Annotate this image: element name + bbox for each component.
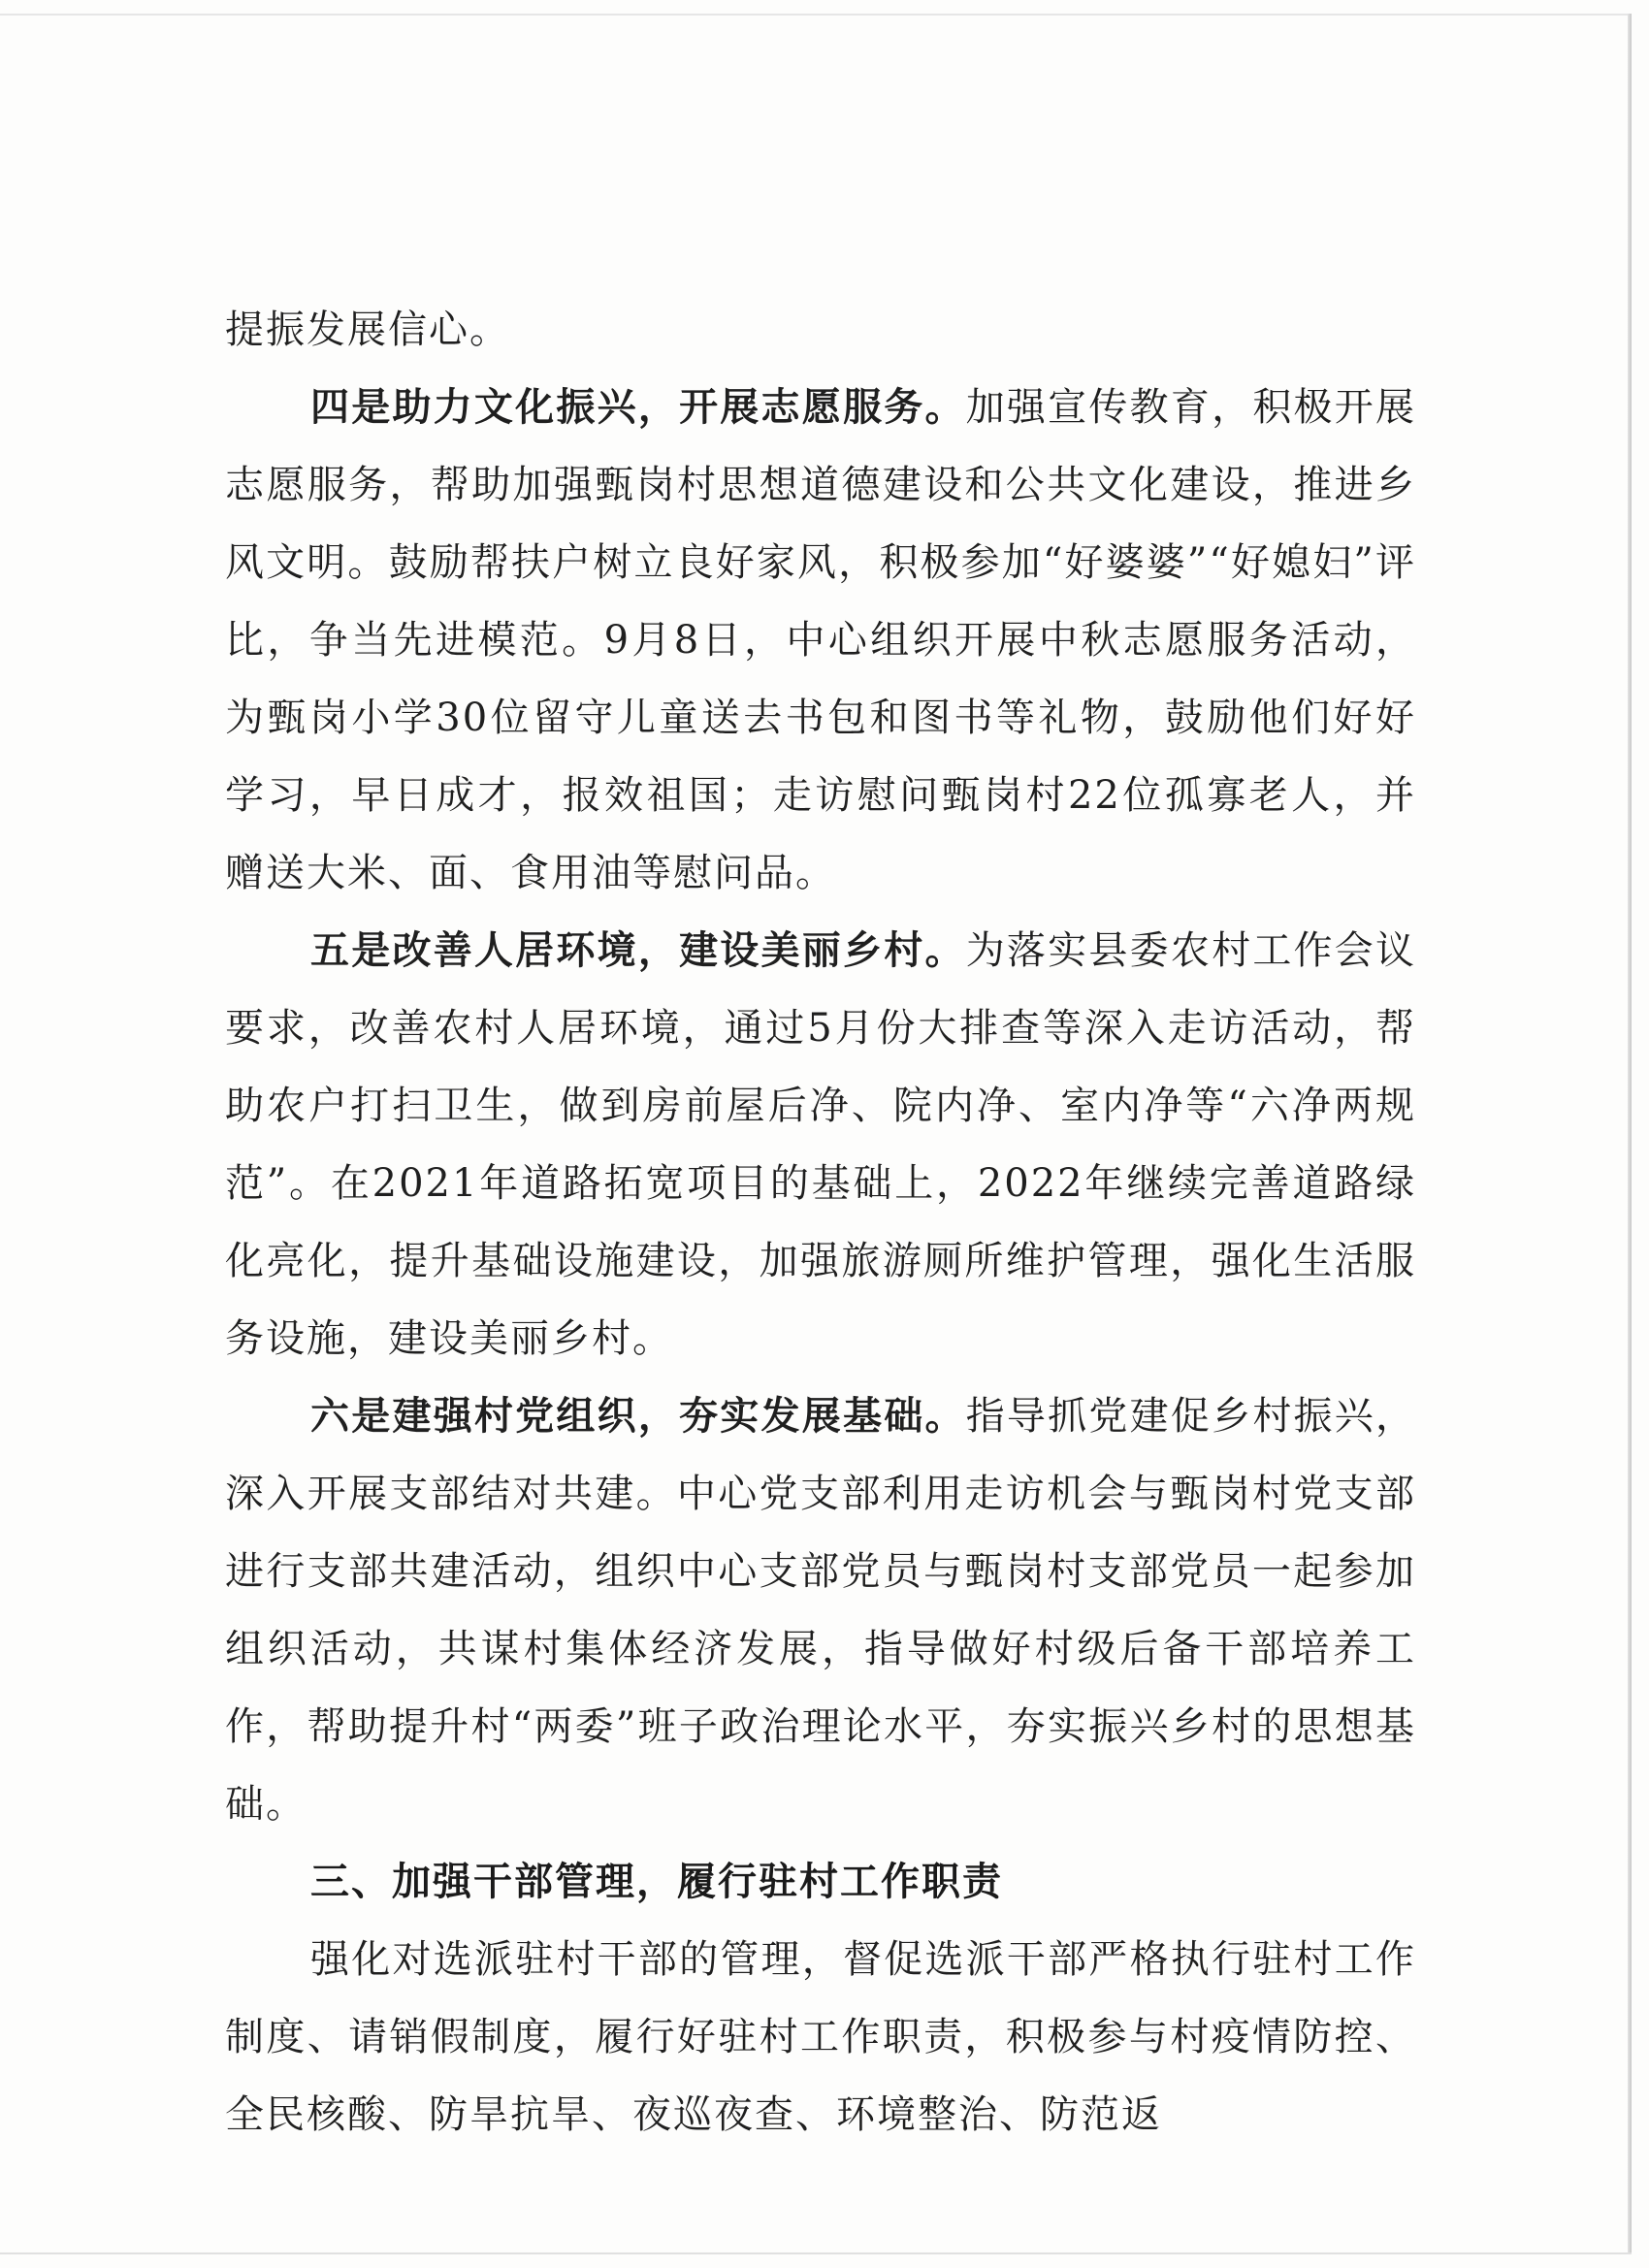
paragraph-text: 为落实县委农村工作会议要求，改善农村人居环境，通过5月份大排查等深入走访活动，帮助农户打扫卫生，做到房前屋后净、院内净、室内净等“六净两规范”。在2021年道路拓宽项目的基础上，2022年继续完善道路绿化亮化，提升基础设施建设，加强旅游厕所维护管理，强化生活服务设施，建设美丽乡村。 bbox=[225, 928, 1417, 1361]
paragraph-cadre-management bbox=[225, 1921, 1416, 2154]
paragraph-text: 强化对选派驻村干部的管理，督促选派干部严格执行驻村工作制度、请销假制度，履行好驻村工作职责，积极参与村疫情防控、全民核酸、防旱抗旱、夜巡夜查、环境整治、防范返 bbox=[225, 1937, 1416, 2137]
scan-edge-bottom bbox=[0, 2252, 1632, 2254]
paragraph-continuation bbox=[225, 291, 1416, 369]
paragraph-text: 指导抓党建促乡村振兴，深入开展支部结对共建。中心党支部利用走访机会与甄岗村党支部进行支部共建活动，组织中心支部党员与甄岗村支部党员一起参加组织活动，共谋村集体经济发展，指导做好村级后备干部培养工作，帮助提升村“两委”班子政治理论水平，夯实振兴乡村的思想基础。 bbox=[225, 1394, 1417, 1827]
scan-edge-top bbox=[0, 14, 1632, 16]
paragraph-lead: 六是建强村党组织，夯实发展基础。 bbox=[310, 1393, 966, 1439]
paragraph-text: 加强宣传教育，积极开展志愿服务，帮助加强甄岗村思想道德建设和公共文化建设，推进乡风文明。鼓励帮扶户树立良好家风，积极参加“好婆婆”“好媳妇”评比，争当先进模范。9月8日，中心组织开展中秋志愿服务活动，为甄岗小学30位留守儿童送去书包和图书等礼物，鼓励他们好好学习，早日成才，报效祖国；走访慰问甄岗村22位孤寡老人，并赠送大米、面、食用油等慰问品。 bbox=[225, 385, 1417, 895]
section-heading: 三、加强干部管理，履行驻村工作职责 bbox=[310, 1860, 1003, 1904]
paragraph-environment bbox=[225, 912, 1416, 1377]
paragraph-text: 提振发展信心。 bbox=[225, 308, 510, 352]
paragraph-lead: 五是改善人居环境，建设美丽乡村。 bbox=[310, 927, 966, 973]
paragraph-lead: 四是助力文化振兴，开展志愿服务。 bbox=[310, 384, 966, 430]
paragraph-party-organization bbox=[225, 1377, 1416, 1843]
document-body bbox=[225, 291, 1416, 2154]
paragraph-culture bbox=[225, 369, 1416, 912]
scan-edge-right bbox=[1628, 14, 1632, 2254]
